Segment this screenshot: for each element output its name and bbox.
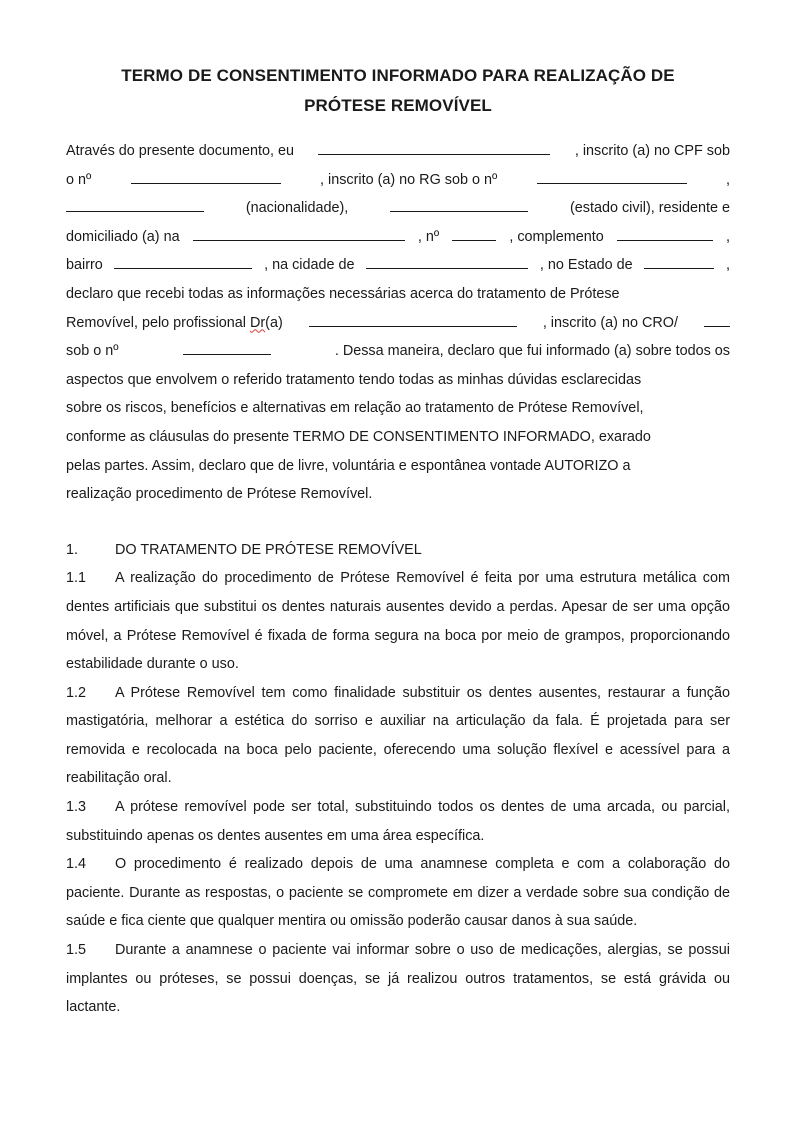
document-page — [66, 0, 730, 1022]
clause-number: 1.5 — [66, 942, 87, 959]
intro-line — [66, 251, 730, 280]
neighborhood-field-blank[interactable] — [114, 255, 252, 269]
name-field-blank[interactable] — [318, 141, 550, 155]
number-field-blank[interactable] — [452, 227, 496, 241]
intro-text: , complemento — [509, 228, 604, 245]
intro-text: o nº — [66, 171, 92, 188]
intro-line — [66, 366, 730, 395]
intro-text: realização procedimento de Prótese Removível. — [66, 486, 373, 503]
rg-field-blank[interactable] — [537, 170, 687, 184]
clause-1-1 — [66, 564, 730, 678]
intro-line — [66, 480, 730, 509]
clause-1-2 — [66, 679, 730, 793]
clause-text: A prótese removível pode ser total, substituindo todos os dentes de uma arcada, ou parcial, substituindo apenas os dentes ausentes em uma área específica. — [66, 799, 730, 844]
section-title: DO TRATAMENTO DE PRÓTESE REMOVÍVEL — [115, 541, 422, 558]
intro-text: sobre os riscos, benefícios e alternativas em relação ao tratamento de Prótese Removível, — [66, 400, 644, 417]
state-field-blank[interactable] — [644, 255, 714, 269]
intro-text: , inscrito (a) no CPF sob — [574, 143, 730, 159]
intro-text: , inscrito (a) no RG sob o nº — [320, 171, 498, 188]
cro-state-field-blank[interactable] — [704, 313, 730, 327]
intro-text: , — [725, 171, 730, 188]
nationality-field-blank[interactable] — [66, 198, 204, 212]
section-heading — [66, 536, 730, 565]
intro-text: (nacionalidade), — [245, 200, 349, 217]
intro-text: pelas partes. Assim, declaro que de livre, voluntária e espontânea vontade AUTORIZO a — [66, 457, 631, 474]
clause-text: O procedimento é realizado depois de uma anamnese completa e com a colaboração do paciente. Durante as respostas, o paciente se compromete em dizer a verdade sobre sua condição de saúde e fica ciente que qualquer mentira ou omissão poderão causar danos à sua saúde. — [66, 856, 730, 930]
intro-line — [66, 423, 730, 452]
intro-line — [66, 394, 730, 423]
marital-status-field-blank[interactable] — [390, 198, 528, 212]
clause-1-3 — [66, 793, 730, 850]
intro-text: , nº — [417, 228, 440, 245]
clause-number: 1.4 — [66, 856, 87, 873]
intro-text: , — [726, 228, 730, 245]
city-field-blank[interactable] — [366, 255, 528, 269]
intro-text: , inscrito (a) no CRO/ — [542, 314, 678, 331]
intro-text: (estado civil), residente e — [569, 200, 730, 217]
clause-number: 1.3 — [66, 799, 87, 816]
complement-field-blank[interactable] — [617, 227, 713, 241]
title-line-1: TERMO DE CONSENTIMENTO INFORMADO PARA REALIZAÇÃO DE — [121, 66, 675, 85]
intro-text: Através do presente documento, eu — [66, 143, 294, 159]
intro-text: , na cidade de — [264, 257, 355, 274]
intro-text: bairro — [66, 257, 103, 274]
clause-number: 1.2 — [66, 684, 87, 701]
intro-text: Removível, pelo profissional — [66, 314, 246, 331]
street-field-blank[interactable] — [193, 227, 405, 241]
document-title — [66, 61, 730, 121]
spellcheck-marked-word: Dr — [249, 314, 266, 331]
clause-text: A Prótese Removível tem como finalidade substituir os dentes ausentes, restaurar a função mastigatória, melhorar a estética do sorriso e auxiliar na articulação da fala. É projetada para ser removida e recolocada na boca pelo paciente, oferecendo uma solução flexível e acessível para a reabilitação oral. — [66, 684, 730, 787]
professional-name-field-blank[interactable] — [309, 313, 517, 327]
intro-text: sob o nº — [66, 343, 119, 360]
intro-line — [66, 194, 730, 223]
intro-line — [66, 280, 730, 309]
clause-text: A realização do procedimento de Prótese Removível é feita por uma estrutura metálica com dentes artificiais que substitui os dentes naturais ausentes devido a perdas. Apesar de ser uma opção móvel, a Prótese Removível é fixada de forma segura na boca por meio de grampos, proporcionando estabilidade durante o uso. — [66, 570, 730, 673]
intro-line — [66, 337, 730, 366]
intro-line — [66, 309, 730, 338]
intro-line — [66, 223, 730, 252]
title-line-2: PRÓTESE REMOVÍVEL — [304, 96, 492, 115]
section-1 — [66, 536, 730, 1022]
intro-line — [66, 166, 730, 195]
intro-text: domiciliado (a) na — [66, 228, 180, 245]
intro-text: , no Estado de — [539, 257, 633, 274]
intro-text: (a) — [265, 314, 283, 331]
clause-1-4 — [66, 850, 730, 936]
cro-number-field-blank[interactable] — [183, 341, 271, 355]
cpf-field-blank[interactable] — [131, 170, 281, 184]
intro-line — [66, 452, 730, 481]
clause-1-5 — [66, 936, 730, 1022]
intro-text: aspectos que envolvem o referido tratamento tendo todas as minhas dúvidas esclarecidas — [66, 371, 642, 388]
clause-number: 1.1 — [66, 570, 87, 587]
intro-text: conforme as cláusulas do presente TERMO DE CONSENTIMENTO INFORMADO, exarado — [66, 428, 651, 445]
intro-text: . Dessa maneira, declaro que fui informado (a) sobre todos os — [334, 343, 730, 360]
section-number: 1. — [66, 541, 79, 558]
intro-text-group — [66, 309, 283, 338]
intro-text: declaro que recebi todas as informações necessárias acerca do tratamento de Prótese — [66, 285, 620, 302]
intro-text: , — [725, 257, 730, 274]
intro-line — [66, 137, 730, 166]
intro-paragraph — [66, 137, 730, 509]
clause-text: Durante a anamnese o paciente vai informar sobre o uso de medicações, alergias, se possui implantes ou próteses, se possui doenças, se já realizou outros tratamentos, se está grávida ou lactante. — [66, 942, 730, 1016]
